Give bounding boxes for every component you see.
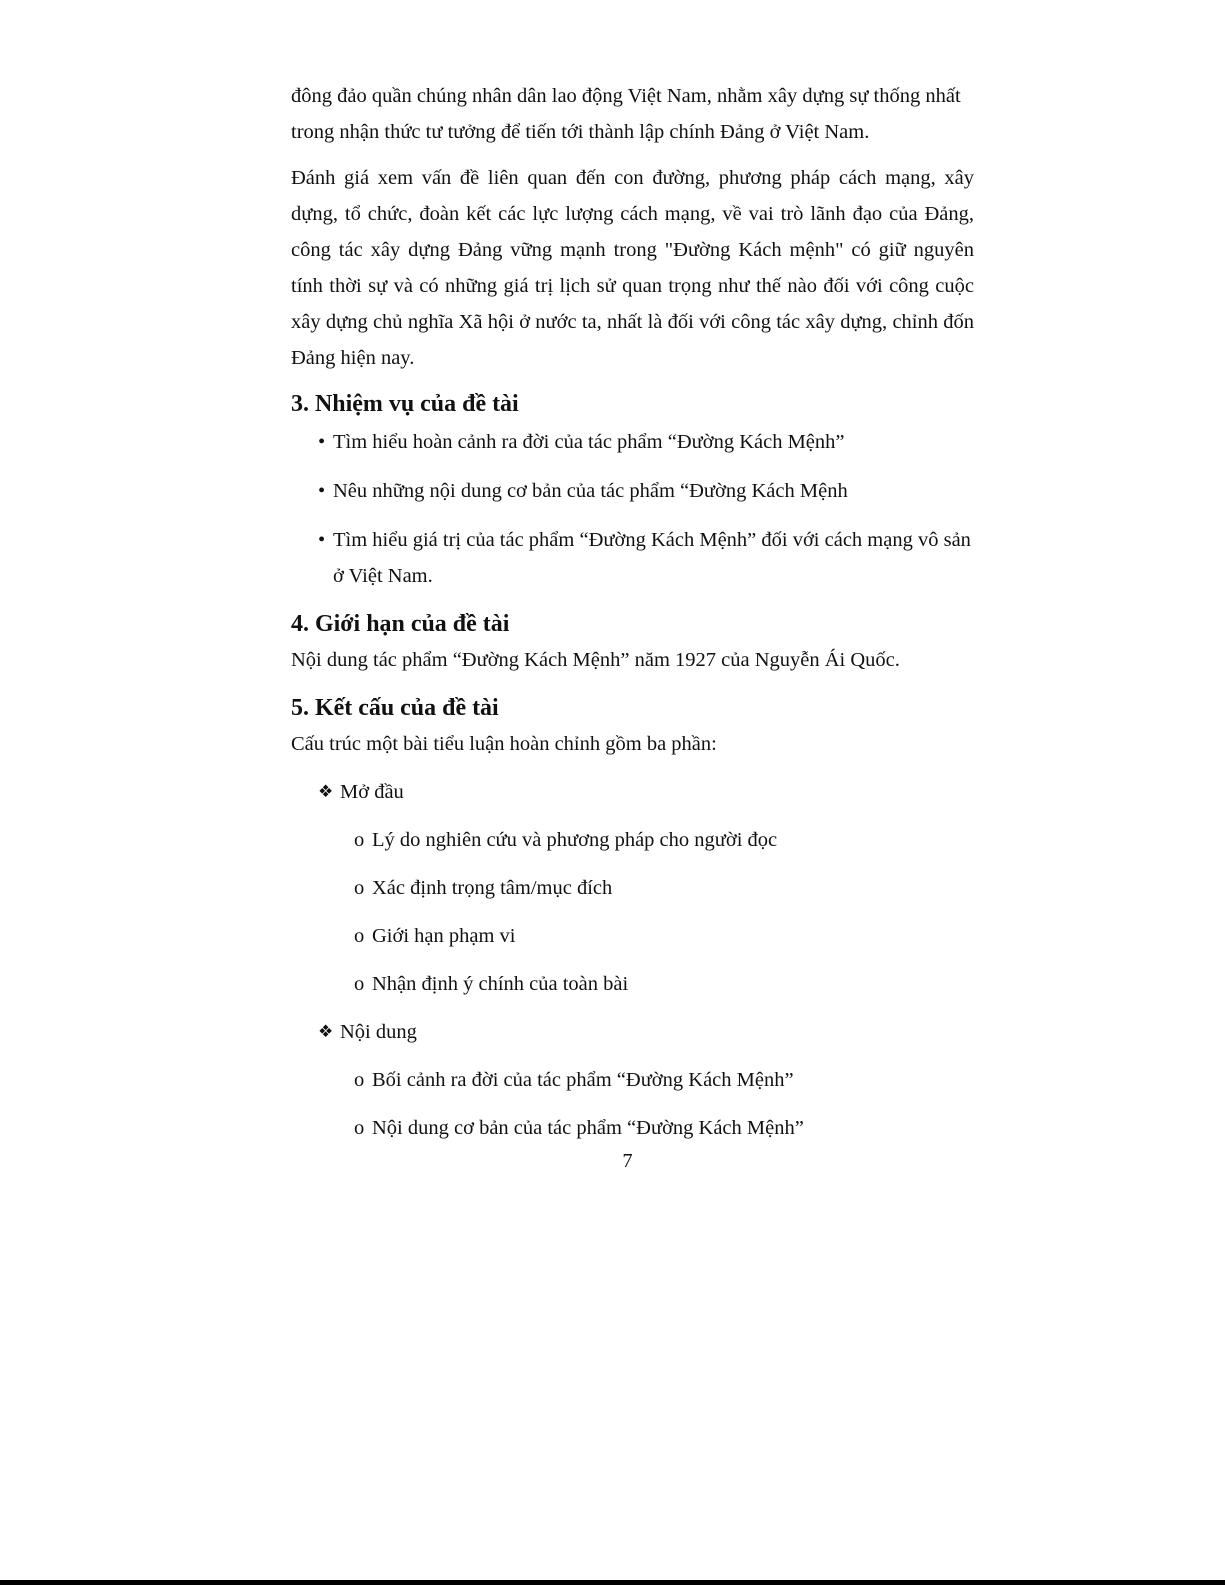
section-5-body: Cấu trúc một bài tiểu luận hoàn chỉnh gồm ba phần: [291,733,717,755]
subitem-text: Bối cảnh ra đời của tác phẩm “Đường Kách Mệnh” [372,1069,794,1091]
list-item [291,822,974,858]
circle-bullet-icon: o [354,925,365,947]
diamond-bullet-icon: ❖ [318,1022,334,1041]
bullet-icon: • [318,480,326,502]
intro-line-2: trong nhận thức tư tưởng để tiến tới thành lập chính Đảng ở Việt Nam. [291,121,870,143]
circle-bullet-icon: o [354,973,365,995]
part-title: Mở đầu [340,781,404,803]
task-item-text: Nêu những nội dung cơ bản của tác phẩm “Đường Kách Mệnh [333,480,848,502]
section-3-heading: 3. Nhiệm vụ của đề tài [291,391,519,417]
evaluation-paragraph: Đánh giá xem vấn đề liên quan đến con đường, phương pháp cách mạng, xây dựng, tổ chức, đoàn kết các lực lượng cách mạng, về vai trò lãnh đạo của Đảng, công tác xây dựng Đảng vững mạnh trong "Đường Kách mệnh" có giữ nguyên tính thời sự và có những giá trị lịch sử quan trọng như thế nào đối với công cuộc xây dựng chủ nghĩa Xã hội ở nước ta, nhất là đối với công tác xây dựng, chỉnh đốn Đảng hiện nay. [291,167,974,369]
intro-subitems [291,822,974,1002]
task-item-text: Tìm hiểu hoàn cảnh ra đời của tác phẩm “Đường Kách Mệnh” [333,431,845,453]
subitem-text: Nội dung cơ bản của tác phẩm “Đường Kách Mệnh” [372,1117,804,1139]
task-list [291,424,974,594]
bullet-icon: • [318,431,326,453]
subitem-text: Nhận định ý chính của toàn bài [372,973,629,995]
diamond-bullet-icon: ❖ [318,782,334,801]
body-subitems [291,1062,974,1146]
list-item [291,522,974,594]
list-item [291,1110,974,1146]
circle-bullet-icon: o [354,1117,365,1139]
list-item [291,966,974,1002]
structure-part-intro [291,774,974,810]
part-title: Nội dung [340,1021,417,1043]
page-number: 7 [622,1150,633,1172]
list-item [291,918,974,954]
list-item [291,424,974,460]
intro-line-1: đông đảo quần chúng nhân dân lao động Việt Nam, nhằm xây dựng sự thống nhất [291,85,961,107]
list-item [291,473,974,509]
section-4-body: Nội dung tác phẩm “Đường Kách Mệnh” năm 1927 của Nguyễn Ái Quốc. [291,649,900,671]
bottom-border [0,1580,1225,1585]
subitem-text: Xác định trọng tâm/mục đích [372,877,613,899]
subitem-text: Giới hạn phạm vi [372,925,516,947]
page-content [291,78,974,1146]
circle-bullet-icon: o [354,877,365,899]
list-item [291,1062,974,1098]
section-4-heading: 4. Giới hạn của đề tài [291,611,510,637]
bullet-icon: • [318,529,326,551]
task-item-text: Tìm hiểu giá trị của tác phẩm “Đường Kách Mệnh” đối với cách mạng vô sản ở Việt Nam. [333,529,971,587]
structure-part-body [291,1014,974,1050]
subitem-text: Lý do nghiên cứu và phương pháp cho người đọc [372,829,778,851]
circle-bullet-icon: o [354,829,365,851]
list-item [291,870,974,906]
section-5-heading: 5. Kết cấu của đề tài [291,695,499,721]
circle-bullet-icon: o [354,1069,365,1091]
